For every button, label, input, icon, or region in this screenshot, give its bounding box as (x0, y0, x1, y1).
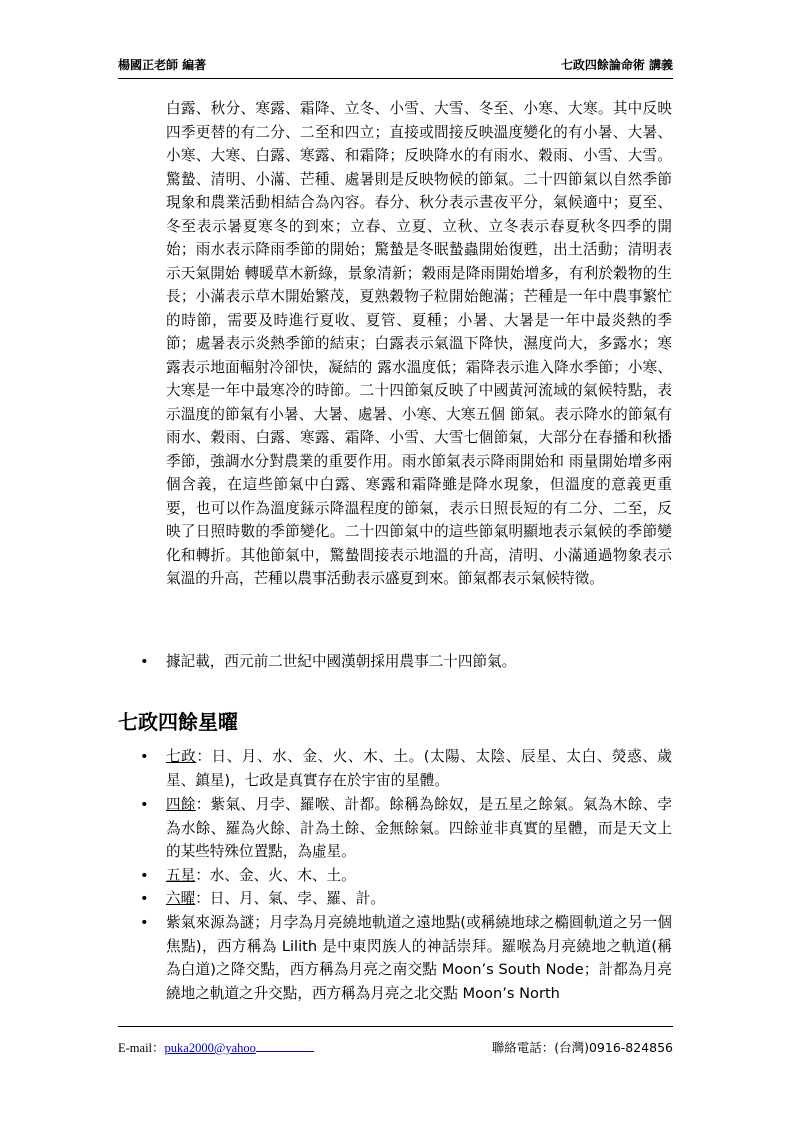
list-item-text: ：水、金、火、木、土。 (195, 867, 356, 884)
term-six-luminaries: 六曜 (166, 890, 196, 907)
header-course-title: 七政四餘論命術 講義 (560, 58, 673, 72)
footer-email (118, 1038, 314, 1056)
email-label: E-mail： (118, 1041, 165, 1055)
list-item-purple-qi-note: 紫氣來源為謎；月孛為月亮繞地軌道之遠地點(或稱繞地球之橢圓軌道之另一個焦點)，西方稱為 Lilith 是中東閃族人的神話崇拜。羅喉為月亮繞地之軌道(稱為白道)之降交點，西方稱為月亮之南交點 Moon’s South Node；計都為月亮繞地之軌道之升交點，西方稱為月亮之北交點 Moon’s North (166, 914, 672, 1002)
list-item-text: ：日、月、水、金、火、木、土。(太陽、太陰、辰星、太白、熒惑、歲星、鎮星)，七政是真實存在於宇宙的星體。 (166, 748, 672, 789)
bullet-text-record: 據記載，西元前二世紀中國漢朝採用農事二十四節氣。 (166, 653, 517, 670)
header-divider (118, 78, 673, 79)
list-item-text: ：紫氣、月孛、羅喉、計都。餘稱為餘奴，是五星之餘氣。氣為木餘、孛為水餘、羅為火餘、計為土餘、金無餘氣。四餘並非真實的星體，而是天文上的某些特殊位置點，為虛星。 (166, 796, 672, 860)
list-item-seven-luminaries (166, 745, 672, 792)
term-seven-luminaries: 七政 (166, 748, 197, 765)
body-paragraph: 白露、秋分、寒露、霜降、立冬、小雪、大雪、冬至、小寒、大寒。其中反映四季更替的有二分、二至和四立；直接或間接反映溫度變化的有小暑、大暑、小寒、大寒、白露、寒露、和霜降；反映降水的有雨水、穀雨、小雪、大雪。驚蟄、清明、小滿、芒種、處暑則是反映物候的節氣。二十四節氣以自然季節現象和農業活動相結合為內容。春分、秋分表示晝夜平分，氣候適中；夏至、冬至表示暑夏寒冬的到來；立春、立夏、立秋、立冬表示春夏秋冬四季的開始；雨水表示降雨季節的開始；驚蟄是冬眠蟄蟲開始復甦，出土活動；清明表示天氣開始 轉暖草木新綠，景象清新；穀雨是降雨開始增多，有利於穀物的生長；小滿表示草木開始繁茂，夏熟穀物子粒開始飽滿；芒種是一年中農事繁忙的時節，需要及時進行夏收、夏管、夏種；小暑、大暑是一年中最炎熱的季節；處暑表示炎熱季節的結束；白露表示氣溫下降快，濕度尚大，多露水；寒露表示地面輻射冷卻快，凝結的 露水溫度低；霜降表示進入降水季節；小寒、大寒是一年中最寒冷的時節。二十四節氣反映了中國黃河流域的氣候特點，表示溫度的節氣有小暑、大暑、處暑、小寒、大寒五個 節氣。表示降水的節氣有雨水、穀雨、白露、寒露、霜降、小雪、大雪七個節氣，大部分在春播和秋播季節，強調水分對農業的重要作用。雨水節氣表示降雨開始和 雨量開始增多兩個含義，在這些節氣中白露、寒露和霜降雖是降水現象，但溫度的意義更重要，也可以作為溫度銾示降溫程度的節氣，表示日照長短的有二分、二至，反映了日照時數的季節變化。二十四節氣中的這些節氣明顯地表示氣候的季節變化和轉折。其他節氣中，驚蟄間接表示地溫的升高，清明、小滿通過物象表示氣溫的升高，芒種以農事活動表示盛夏到來。節氣都表示氣候特徵。 (166, 100, 672, 587)
bullet-marker: • (140, 796, 149, 813)
email-underline-gap (256, 1041, 314, 1052)
section-title: 七政四餘星曜 (118, 710, 238, 734)
bullet-marker: • (140, 890, 149, 907)
bullet-marker: • (140, 914, 149, 931)
bullet-marker: • (140, 653, 149, 670)
term-five-stars: 五星 (166, 867, 196, 884)
footer-phone: 聯絡電話：(台灣)0916-824856 (491, 1040, 673, 1055)
list-item-six-luminaries (166, 887, 672, 911)
email-link[interactable]: puka2000@yahoo (164, 1041, 256, 1055)
bullet-marker: • (140, 748, 149, 765)
header-author: 楊國正老師 編著 (118, 58, 207, 72)
list-item-four-remainders (166, 793, 672, 864)
bullet-marker: • (140, 867, 149, 884)
list-item-text: ：日、月、氣、孛、羅、計。 (195, 890, 385, 907)
footer-divider (118, 1026, 673, 1027)
term-four-remainders: 四餘 (166, 796, 196, 813)
list-item-five-stars (166, 864, 672, 888)
